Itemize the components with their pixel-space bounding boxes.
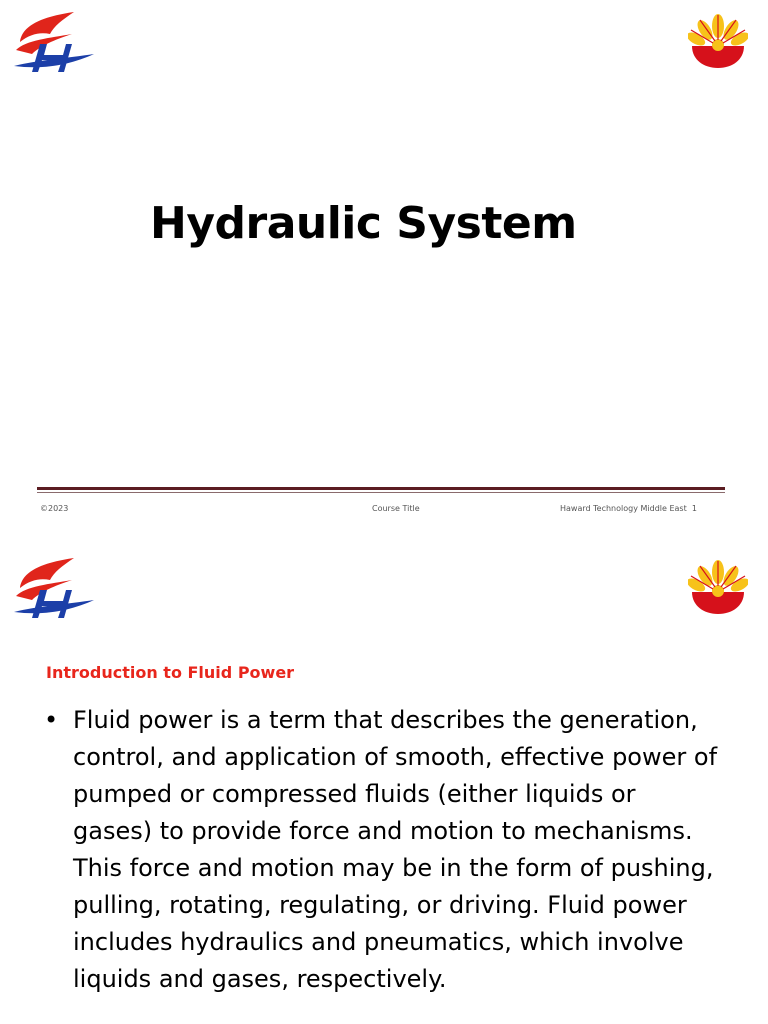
content-slide <box>0 534 768 1024</box>
footer-company-name: Haward Technology Middle East <box>560 504 687 513</box>
footer-course-title: Course Title <box>372 504 420 513</box>
footer-divider-thick <box>37 487 725 490</box>
footer-page-number: 1 <box>691 504 697 513</box>
bullet-text: Fluid power is a term that describes the generation, control, and application of smooth, effective power of pumped or compressed fluids (either liquids or gases) to provide force and motion to mechanisms. This force and motion may be in the form of pushing, pulling, rotating, regulating, or driving. Fluid power includes hydraulics and pneumatics, which involve liquids and gases, respectively. <box>73 706 718 993</box>
haward-logo-icon <box>10 10 96 82</box>
slide-title: Hydraulic System <box>150 198 577 249</box>
footer-divider <box>37 487 725 495</box>
footer-company <box>560 504 697 513</box>
footer-divider-thin <box>37 492 725 493</box>
petrochina-logo-icon <box>688 558 748 616</box>
petrochina-logo-icon <box>688 12 748 70</box>
haward-logo-icon <box>10 556 96 628</box>
bullet-list <box>44 702 724 998</box>
bullet-marker: • <box>44 706 59 734</box>
footer-copyright: ©2023 <box>40 504 69 513</box>
section-heading: Introduction to Fluid Power <box>46 663 295 682</box>
